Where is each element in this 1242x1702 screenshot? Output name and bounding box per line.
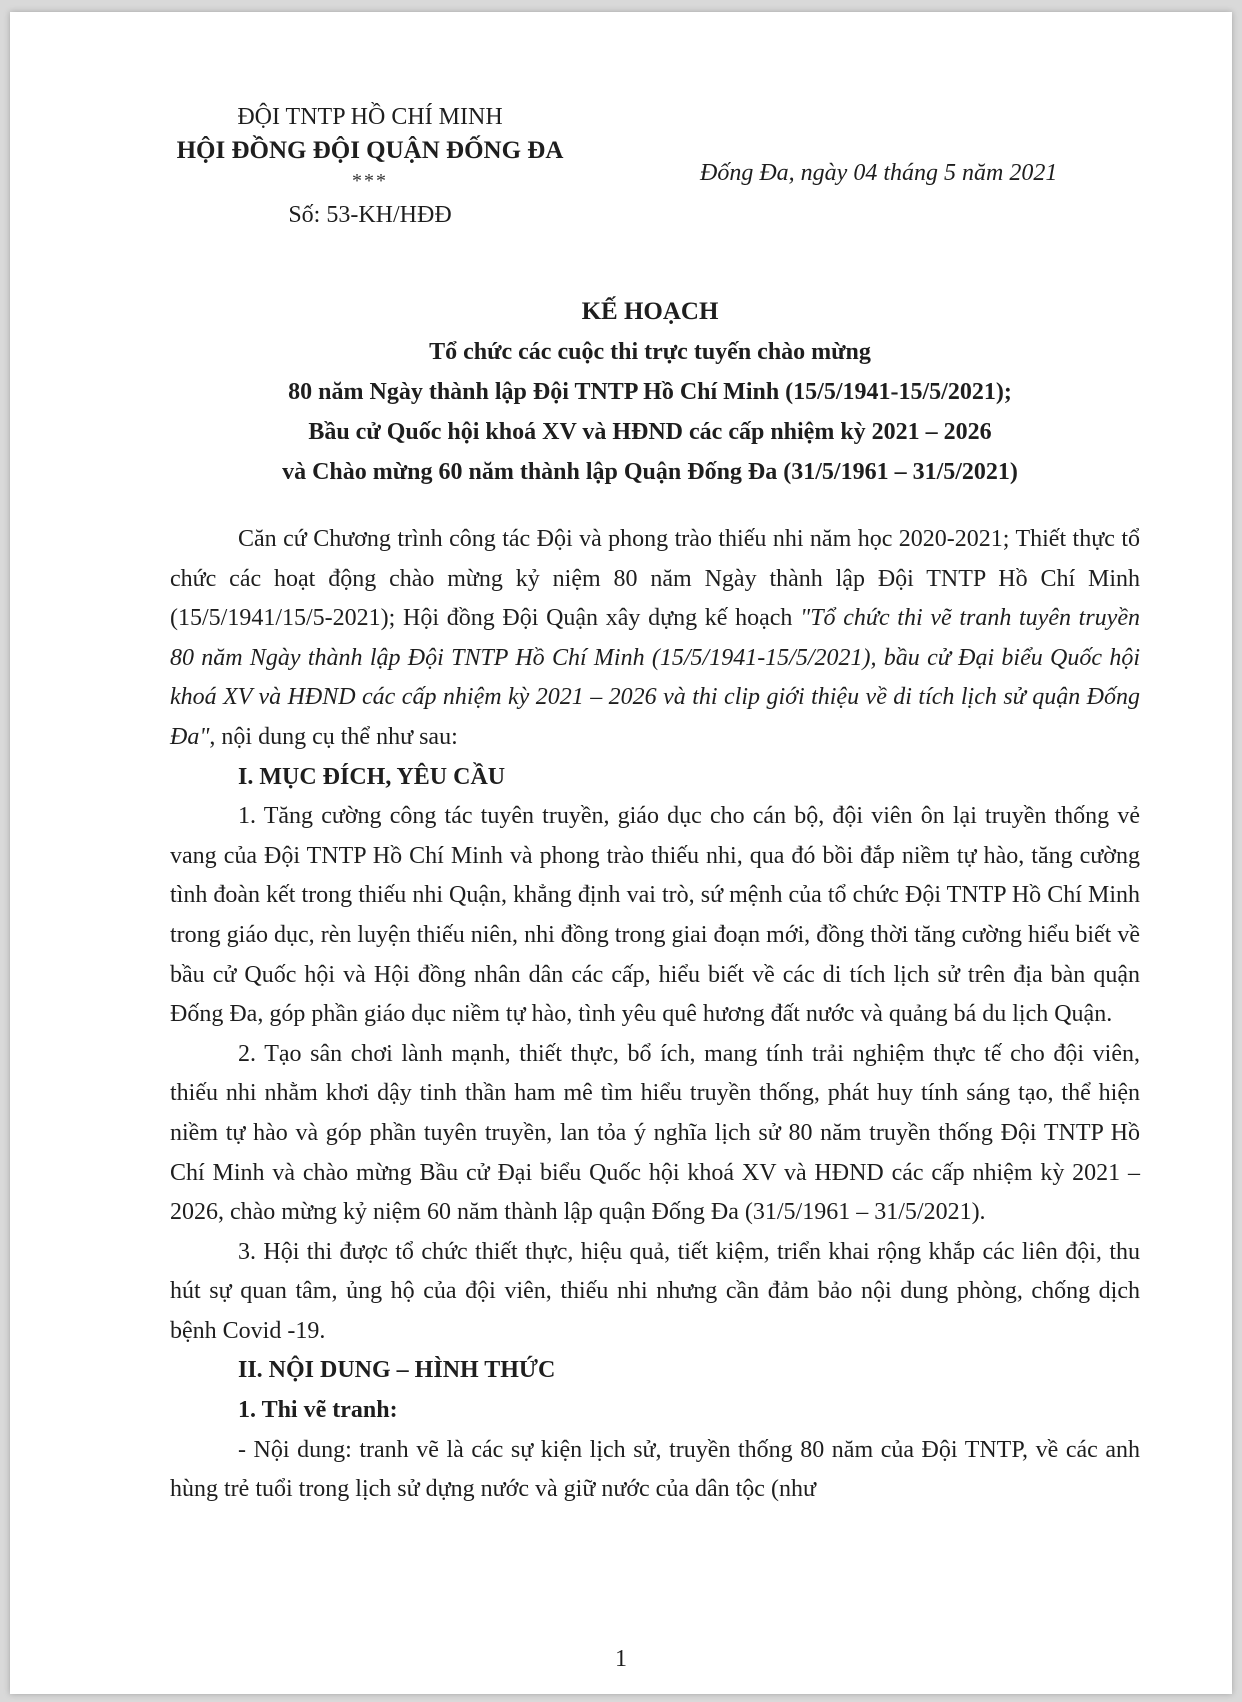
title-line: Tổ chức các cuộc thi trực tuyến chào mừng bbox=[429, 339, 871, 365]
section-heading-content: II. NỘI DUNG – HÌNH THỨC bbox=[238, 1357, 556, 1384]
organization-name: HỘI ĐỒNG ĐỘI QUẬN ĐỐNG ĐA bbox=[176, 137, 564, 164]
stars-separator: *** bbox=[352, 170, 388, 192]
title-line: 80 năm Ngày thành lập Đội TNTP Hồ Chí Minh (15/5/1941-15/5/2021); bbox=[288, 379, 1012, 405]
purpose-item-1: 1. Tăng cường công tác tuyên truyền, giáo dục cho cán bộ, đội viên ôn lại truyền thống vẻ vang của Đội TNTP Hồ Chí Minh và phong trào thiếu nhi, qua đó bồi đắp niềm tự hào, tăng cường tình đoàn kết trong thiếu nhi Quận, khẳng định vai trò, sứ mệnh của tổ chức Đội TNTP Hồ Chí Minh trong giáo dục, rèn luyện thiếu niên, nhi đồng trong giai đoạn mới, đồng thời tăng cường hiểu biết về bầu cử Quốc hội và Hội đồng nhân dân các cấp, hiểu biết về các di tích lịch sử trên địa bàn quận Đống Đa, góp phần giáo dục niềm tự hào, tình yêu quê hương đất nước và quảng bá du lịch Quận. bbox=[170, 803, 1140, 1028]
purpose-item-3: 3. Hội thi được tổ chức thiết thực, hiệu quả, tiết kiệm, triển khai rộng khắp các liên đội, thu hút sự quan tâm, ủng hộ của đội viên, thiếu nhi nhưng cần đảm bảo nội dung phòng, chống dịch bệnh Covid -19. bbox=[170, 1238, 1140, 1344]
subsection-heading-drawing: 1. Thi vẽ tranh: bbox=[238, 1397, 398, 1424]
issue-date: Đống Đa, ngày 04 tháng 5 năm 2021 bbox=[700, 160, 1058, 186]
content-item: - Nội dung: tranh vẽ là các sự kiện lịch sử, truyền thống 80 năm của Đội TNTP, về các anh hùng trẻ tuổi trong lịch sử dựng nước và giữ nước của dân tộc (như bbox=[170, 1436, 1140, 1503]
section-heading-purpose: I. MỤC ĐÍCH, YÊU CẦU bbox=[238, 763, 506, 790]
document-number: Số: 53-KH/HĐĐ bbox=[288, 202, 452, 228]
intro-end: , nội dung cụ thể như sau: bbox=[209, 723, 458, 750]
parent-organization: ĐỘI TNTP HỒ CHÍ MINH bbox=[237, 104, 503, 130]
page-number: 1 bbox=[615, 1646, 627, 1672]
document-body bbox=[170, 520, 1140, 1510]
document-title-block bbox=[70, 292, 1230, 492]
document-page bbox=[10, 12, 1232, 1694]
title-line: Bầu cử Quốc hội khoá XV và HĐND các cấp nhiệm kỳ 2021 – 2026 bbox=[308, 419, 992, 445]
intro-text: Căn cứ Chương trình công tác Đội và phong trào thiếu nhi năm học 2020-2021; Thiết thực tổ chức các hoạt động chào mừng kỷ niệm 80 năm Ngày thành lập Đội TNTP Hồ Chí Minh (15/5/1941/15/5-2021); Hội đồng Đội Quận xây dựng kế hoạch bbox=[170, 526, 1140, 632]
title-line: và Chào mừng 60 năm thành lập Quận Đống Đa (31/5/1961 – 31/5/2021) bbox=[282, 459, 1018, 485]
purpose-item-2: 2. Tạo sân chơi lành mạnh, thiết thực, bổ ích, mang tính trải nghiệm thực tế cho đội viên, thiếu nhi nhằm khơi dậy tinh thần ham mê tìm hiểu truyền thống, phát huy tính sáng tạo, thể hiện niềm tự hào và góp phần tuyên truyền, lan tỏa ý nghĩa lịch sử 80 năm truyền thống Đội TNTP Hồ Chí Minh và chào mừng Bầu cử Đại biểu Quốc hội khoá XV và HĐND các cấp nhiệm kỳ 2021 – 2026, chào mừng kỷ niệm 60 năm thành lập quận Đống Đa (31/5/1961 – 31/5/2021). bbox=[170, 1040, 1140, 1226]
intro-paragraph bbox=[170, 520, 1140, 758]
issuing-organization-block bbox=[130, 100, 610, 232]
document-title: KẾ HOẠCH bbox=[581, 298, 719, 325]
intro-plan-title: "Tổ chức thi vẽ tranh tuyên truyền 80 năm Ngày thành lập Đội TNTP Hồ Chí Minh (15/5/1941-15/5/2021), bầu cử Đại biểu Quốc hội khoá XV và HĐND các cấp nhiệm kỳ 2021 – 2026 và thi clip giới thiệu về di tích lịch sử quận Đống Đa" bbox=[170, 605, 1140, 750]
